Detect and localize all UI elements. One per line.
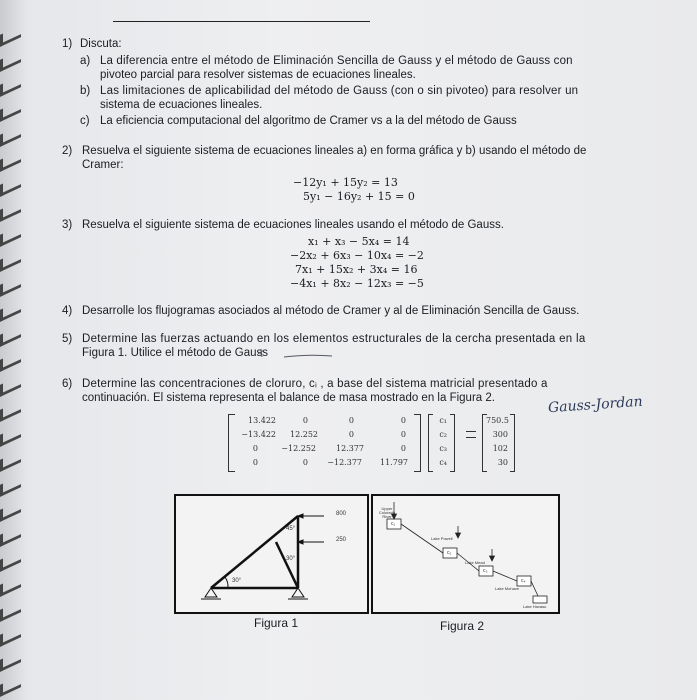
load-250: 250 <box>336 537 347 543</box>
label-lake-powell: Lake Powell <box>431 536 453 541</box>
matrix-system <box>228 414 518 474</box>
vector-x-right-bracket <box>450 414 455 472</box>
label-lake-havasu: Lake Havasu <box>523 604 547 609</box>
handwritten-gauss-jordan: Gauss-Jordan <box>547 393 644 417</box>
q1c-letter: c) <box>80 115 90 127</box>
matrix-cell: 13.422 <box>248 416 276 425</box>
q5-line2: Figura 1. Utilice el método de Gauss <box>82 347 269 359</box>
c2-tag: c₂ <box>447 550 452 556</box>
q2-number: 2) <box>62 145 73 157</box>
q4-number: 4) <box>62 305 73 317</box>
figure-2-caption: Figura 2 <box>440 619 485 633</box>
q1c-line1: La eficiencia computacional del algoritmo de Cramer vs a la del método de Gauss <box>100 115 517 127</box>
q1a-line1: La diferencia entre el método de Eliminación Sencilla de Gauss y el método de Gauss con <box>100 55 573 67</box>
label-lake-mohave: Lake Mohave <box>495 586 520 591</box>
matrix-cell: 0 <box>400 444 406 453</box>
matrix-left-bracket <box>228 414 235 472</box>
figure-1-truss <box>174 494 369 614</box>
c4-tag: c₄ <box>521 578 526 584</box>
q6-line1: Determine las concentraciones de cloruro, cᵢ , a base del sistema matricial presentado a <box>82 378 548 390</box>
matrix-cell: 0 <box>400 430 406 439</box>
vector-x-left-bracket <box>428 414 433 472</box>
matrix-cell: 12.252 <box>290 430 318 439</box>
matrix-cell: 0 <box>302 458 308 467</box>
q2-equation-1: −12y₁ + 15y₂ = 13 <box>293 176 398 189</box>
matrix-cell: −13.422 <box>241 430 276 439</box>
matrix-cell: 0 <box>400 416 406 425</box>
figure-1-caption: Figura 1 <box>254 616 299 630</box>
q1-number: 1) <box>62 38 73 50</box>
q3-equation-2: −2x₂ + 6x₃ − 10x₄ = −2 <box>290 249 424 262</box>
header-rule <box>113 21 370 22</box>
c1-tag: c₁ <box>391 521 396 527</box>
vector-x-cell: c₄ <box>439 458 447 467</box>
vector-x-cell: c₃ <box>439 444 447 453</box>
q2-line1: Resuelva el siguiente sistema de ecuaciones lineales a) en forma gráfica y b) usando el método de <box>82 145 587 157</box>
matrix-cell: −12.252 <box>281 444 316 453</box>
matrix-right-bracket <box>414 414 421 472</box>
vector-b-right-bracket <box>510 414 515 472</box>
q3-equation-3: 7x₁ + 15x₂ + 3x₄ = 16 <box>295 263 418 276</box>
matrix-cell: 0 <box>348 430 354 439</box>
label-lake-mead: Lake Mead <box>465 560 485 565</box>
q1b-line2: sistema de ecuaciones lineales. <box>100 99 263 111</box>
q4-line1: Desarrolle los flujogramas asociados al método de Cramer y al de Eliminación Sencilla de Gauss. <box>82 305 580 317</box>
angle-30-lower: 30° <box>232 578 242 584</box>
q2-equation-2: 5y₁ − 16y₂ + 15 = 0 <box>303 190 415 203</box>
vector-x-cell: c₁ <box>439 416 447 425</box>
q2-line2: Cramer: <box>82 159 124 171</box>
handwritten-mark <box>254 346 344 360</box>
q1a-letter: a) <box>80 55 91 67</box>
matrix-cell: 0 <box>302 416 308 425</box>
vector-b-cell: 300 <box>492 430 508 439</box>
equals-sign-bottom <box>466 437 476 439</box>
q1b-letter: b) <box>80 85 91 97</box>
q6-line2: continuación. El sistema representa el balance de masa mostrado en la Figura 2. <box>82 392 495 404</box>
q1-title: Discuta: <box>80 38 122 50</box>
vector-b-cell: 30 <box>497 458 508 467</box>
c3-tag: c₃ <box>483 568 488 574</box>
equals-sign-top <box>466 431 476 433</box>
lakes-diagram <box>373 496 558 612</box>
label-upper-colorado: Upper Colorado River <box>378 506 396 519</box>
notebook-spiral <box>0 30 26 630</box>
matrix-cell: 0 <box>252 444 258 453</box>
q3-line1: Resuelva el siguiente sistema de ecuaciones lineales usando el método de Gauss. <box>82 219 504 231</box>
load-800: 800 <box>336 511 347 517</box>
vector-b-cell: 750.5 <box>486 416 509 425</box>
q5-number: 5) <box>62 333 73 345</box>
q6-number: 6) <box>62 378 73 390</box>
matrix-cell: 0 <box>348 416 354 425</box>
vector-x-cell: c₂ <box>439 430 447 439</box>
angle-30-upper: 30° <box>286 556 296 562</box>
q3-number: 3) <box>62 219 73 231</box>
q1a-line2: pivoteo parcial para resolver sistemas de ecuaciones lineales. <box>100 69 416 81</box>
q3-equation-1: x₁ + x₃ − 5x₄ = 14 <box>308 235 410 248</box>
matrix-cell: −12.377 <box>327 458 362 467</box>
matrix-cell: 0 <box>252 458 258 467</box>
vector-b-cell: 102 <box>492 444 508 453</box>
q1b-line1: Las limitaciones de aplicabilidad del método de Gauss (con o sin pivoteo) para resolver un <box>100 85 579 97</box>
q5-line1: Determine las fuerzas actuando en los elementos estructurales de la cercha presentada en la <box>82 333 586 345</box>
angle-45: 45° <box>286 526 296 532</box>
matrix-cell: 11.797 <box>380 458 408 467</box>
q3-equation-4: −4x₁ + 8x₂ − 12x₃ = −5 <box>290 277 424 290</box>
figure-2-lakes <box>371 494 560 614</box>
matrix-cell: 12.377 <box>336 444 364 453</box>
